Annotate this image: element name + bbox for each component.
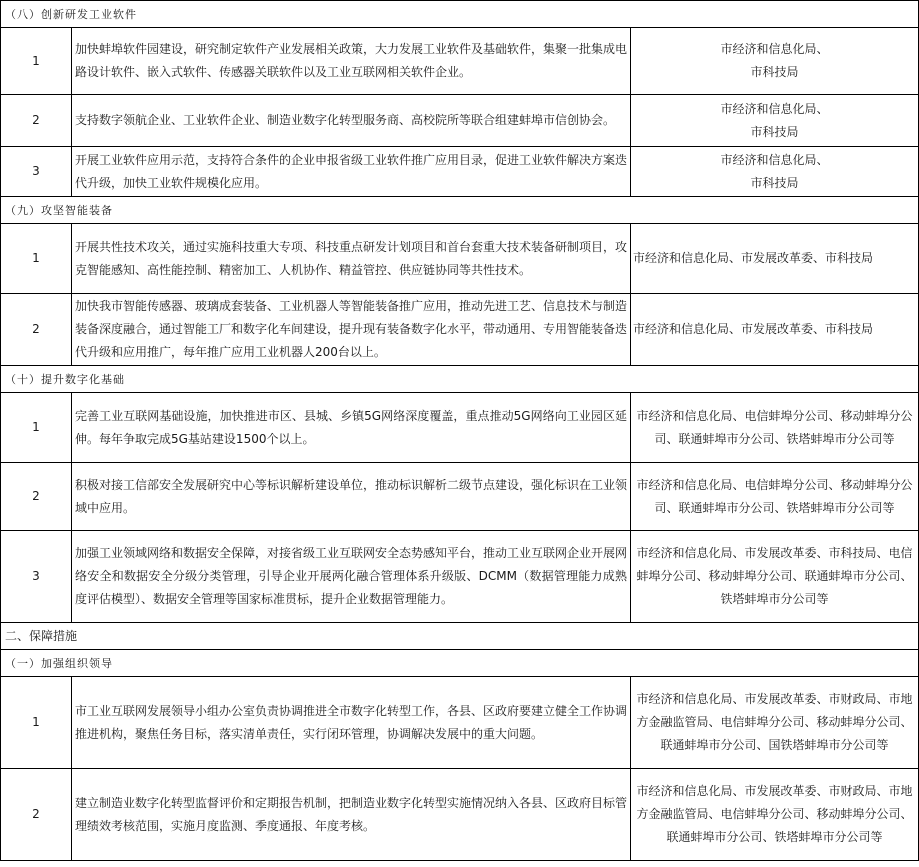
table-row: [1, 769, 919, 861]
row-content: 支持数字领航企业、工业软件企业、制造业数字化转型服务商、高校院所等联合组建蚌埠市信创协会。: [72, 95, 631, 147]
section-title: （九）攻坚智能装备: [1, 197, 919, 224]
section-row: [1, 197, 919, 224]
table-row: [1, 393, 919, 463]
row-number: 1: [1, 393, 72, 463]
row-department: 市经济和信息化局、电信蚌埠分公司、移动蚌埠分公司、联通蚌埠市分公司、铁塔蚌埠市分公司等: [631, 393, 919, 463]
row-department: 市经济和信息化局、市发展改革委、市科技局: [631, 294, 919, 366]
table-row: [1, 531, 919, 623]
row-content: 市工业互联网发展领导小组办公室负责协调推进全市数字化转型工作，各县、区政府要建立健全工作协调推进机构，聚焦任务目标，落实清单责任，实行闭环管理，协调解决发展中的重大问题。: [72, 677, 631, 769]
table-row: [1, 463, 919, 531]
row-number: 1: [1, 28, 72, 95]
section-title: （一）加强组织领导: [1, 650, 919, 677]
row-number: 2: [1, 463, 72, 531]
row-department: 市经济和信息化局、电信蚌埠分公司、移动蚌埠分公司、联通蚌埠市分公司、铁塔蚌埠市分公司等: [631, 463, 919, 531]
row-number: 2: [1, 95, 72, 147]
row-number: 3: [1, 147, 72, 197]
row-number: 1: [1, 224, 72, 294]
section-row: [1, 1, 919, 28]
row-number: 2: [1, 769, 72, 861]
row-content: 开展共性技术攻关，通过实施科技重大专项、科技重点研发计划项目和首台套重大技术装备研制项目，攻克智能感知、高性能控制、精密加工、人机协作、精益管控、供应链协同等共性技术。: [72, 224, 631, 294]
row-department: 市经济和信息化局、 市科技局: [631, 95, 919, 147]
row-content: 积极对接工信部安全发展研究中心等标识解析建设单位，推动标识解析二级节点建设，强化标识在工业领域中应用。: [72, 463, 631, 531]
row-number: 2: [1, 294, 72, 366]
section-row: [1, 650, 919, 677]
row-department: 市经济和信息化局、市发展改革委、市科技局: [631, 224, 919, 294]
row-department: 市经济和信息化局、市发展改革委、市财政局、市地方金融监管局、电信蚌埠分公司、移动蚌埠分公司、联通蚌埠市分公司、国铁塔蚌埠市分公司等: [631, 677, 919, 769]
table-row: [1, 95, 919, 147]
row-content: 加快蚌埠软件园建设，研究制定软件产业发展相关政策，大力发展工业软件及基础软件，集聚一批集成电路设计软件、嵌入式软件、传感器关联软件以及工业互联网相关软件企业。: [72, 28, 631, 95]
row-content: 建立制造业数字化转型监督评价和定期报告机制，把制造业数字化转型实施情况纳入各县、区政府目标管理绩效考核范围，实施月度监测、季度通报、年度考核。: [72, 769, 631, 861]
row-department: 市经济和信息化局、市发展改革委、市财政局、市地方金融监管局、电信蚌埠分公司、移动蚌埠分公司、联通蚌埠市分公司、铁塔蚌埠市分公司等: [631, 769, 919, 861]
row-department: 市经济和信息化局、 市科技局: [631, 147, 919, 197]
row-department: 市经济和信息化局、市发展改革委、市科技局、电信蚌埠分公司、移动蚌埠分公司、联通蚌埠市分公司、铁塔蚌埠市分公司等: [631, 531, 919, 623]
section-title: （八）创新研发工业软件: [1, 1, 919, 28]
row-department: 市经济和信息化局、 市科技局: [631, 28, 919, 95]
table-row: [1, 224, 919, 294]
row-content: 加快我市智能传感器、玻璃成套装备、工业机器人等智能装备推广应用，推动先进工艺、信息技术与制造装备深度融合，通过智能工厂和数字化车间建设，提升现有装备数字化水平，带动通用、专用智能装备迭代升级和应用推广，每年推广应用工业机器人200台以上。: [72, 294, 631, 366]
part-row: [1, 623, 919, 650]
table-row: [1, 147, 919, 197]
row-number: 1: [1, 677, 72, 769]
part-title: 二、保障措施: [1, 623, 919, 650]
row-number: 3: [1, 531, 72, 623]
row-content: 加强工业领域网络和数据安全保障，对接省级工业互联网安全态势感知平台，推动工业互联网企业开展网络安全和数据安全分级分类管理，引导企业开展两化融合管理体系升级版、DCMM（数据管理能力成熟度评估模型）、数据安全管理等国家标准贯标，提升企业数据管理能力。: [72, 531, 631, 623]
row-content: 完善工业互联网基础设施，加快推进市区、县城、乡镇5G网络深度覆盖，重点推动5G网络向工业园区延伸。每年争取完成5G基站建设1500个以上。: [72, 393, 631, 463]
section-row: [1, 366, 919, 393]
section-title: （十）提升数字化基础: [1, 366, 919, 393]
table-row: [1, 28, 919, 95]
table-row: [1, 294, 919, 366]
table-row: [1, 677, 919, 769]
row-content: 开展工业软件应用示范，支持符合条件的企业申报省级工业软件推广应用目录，促进工业软件解决方案迭代升级，加快工业软件规模化应用。: [72, 147, 631, 197]
